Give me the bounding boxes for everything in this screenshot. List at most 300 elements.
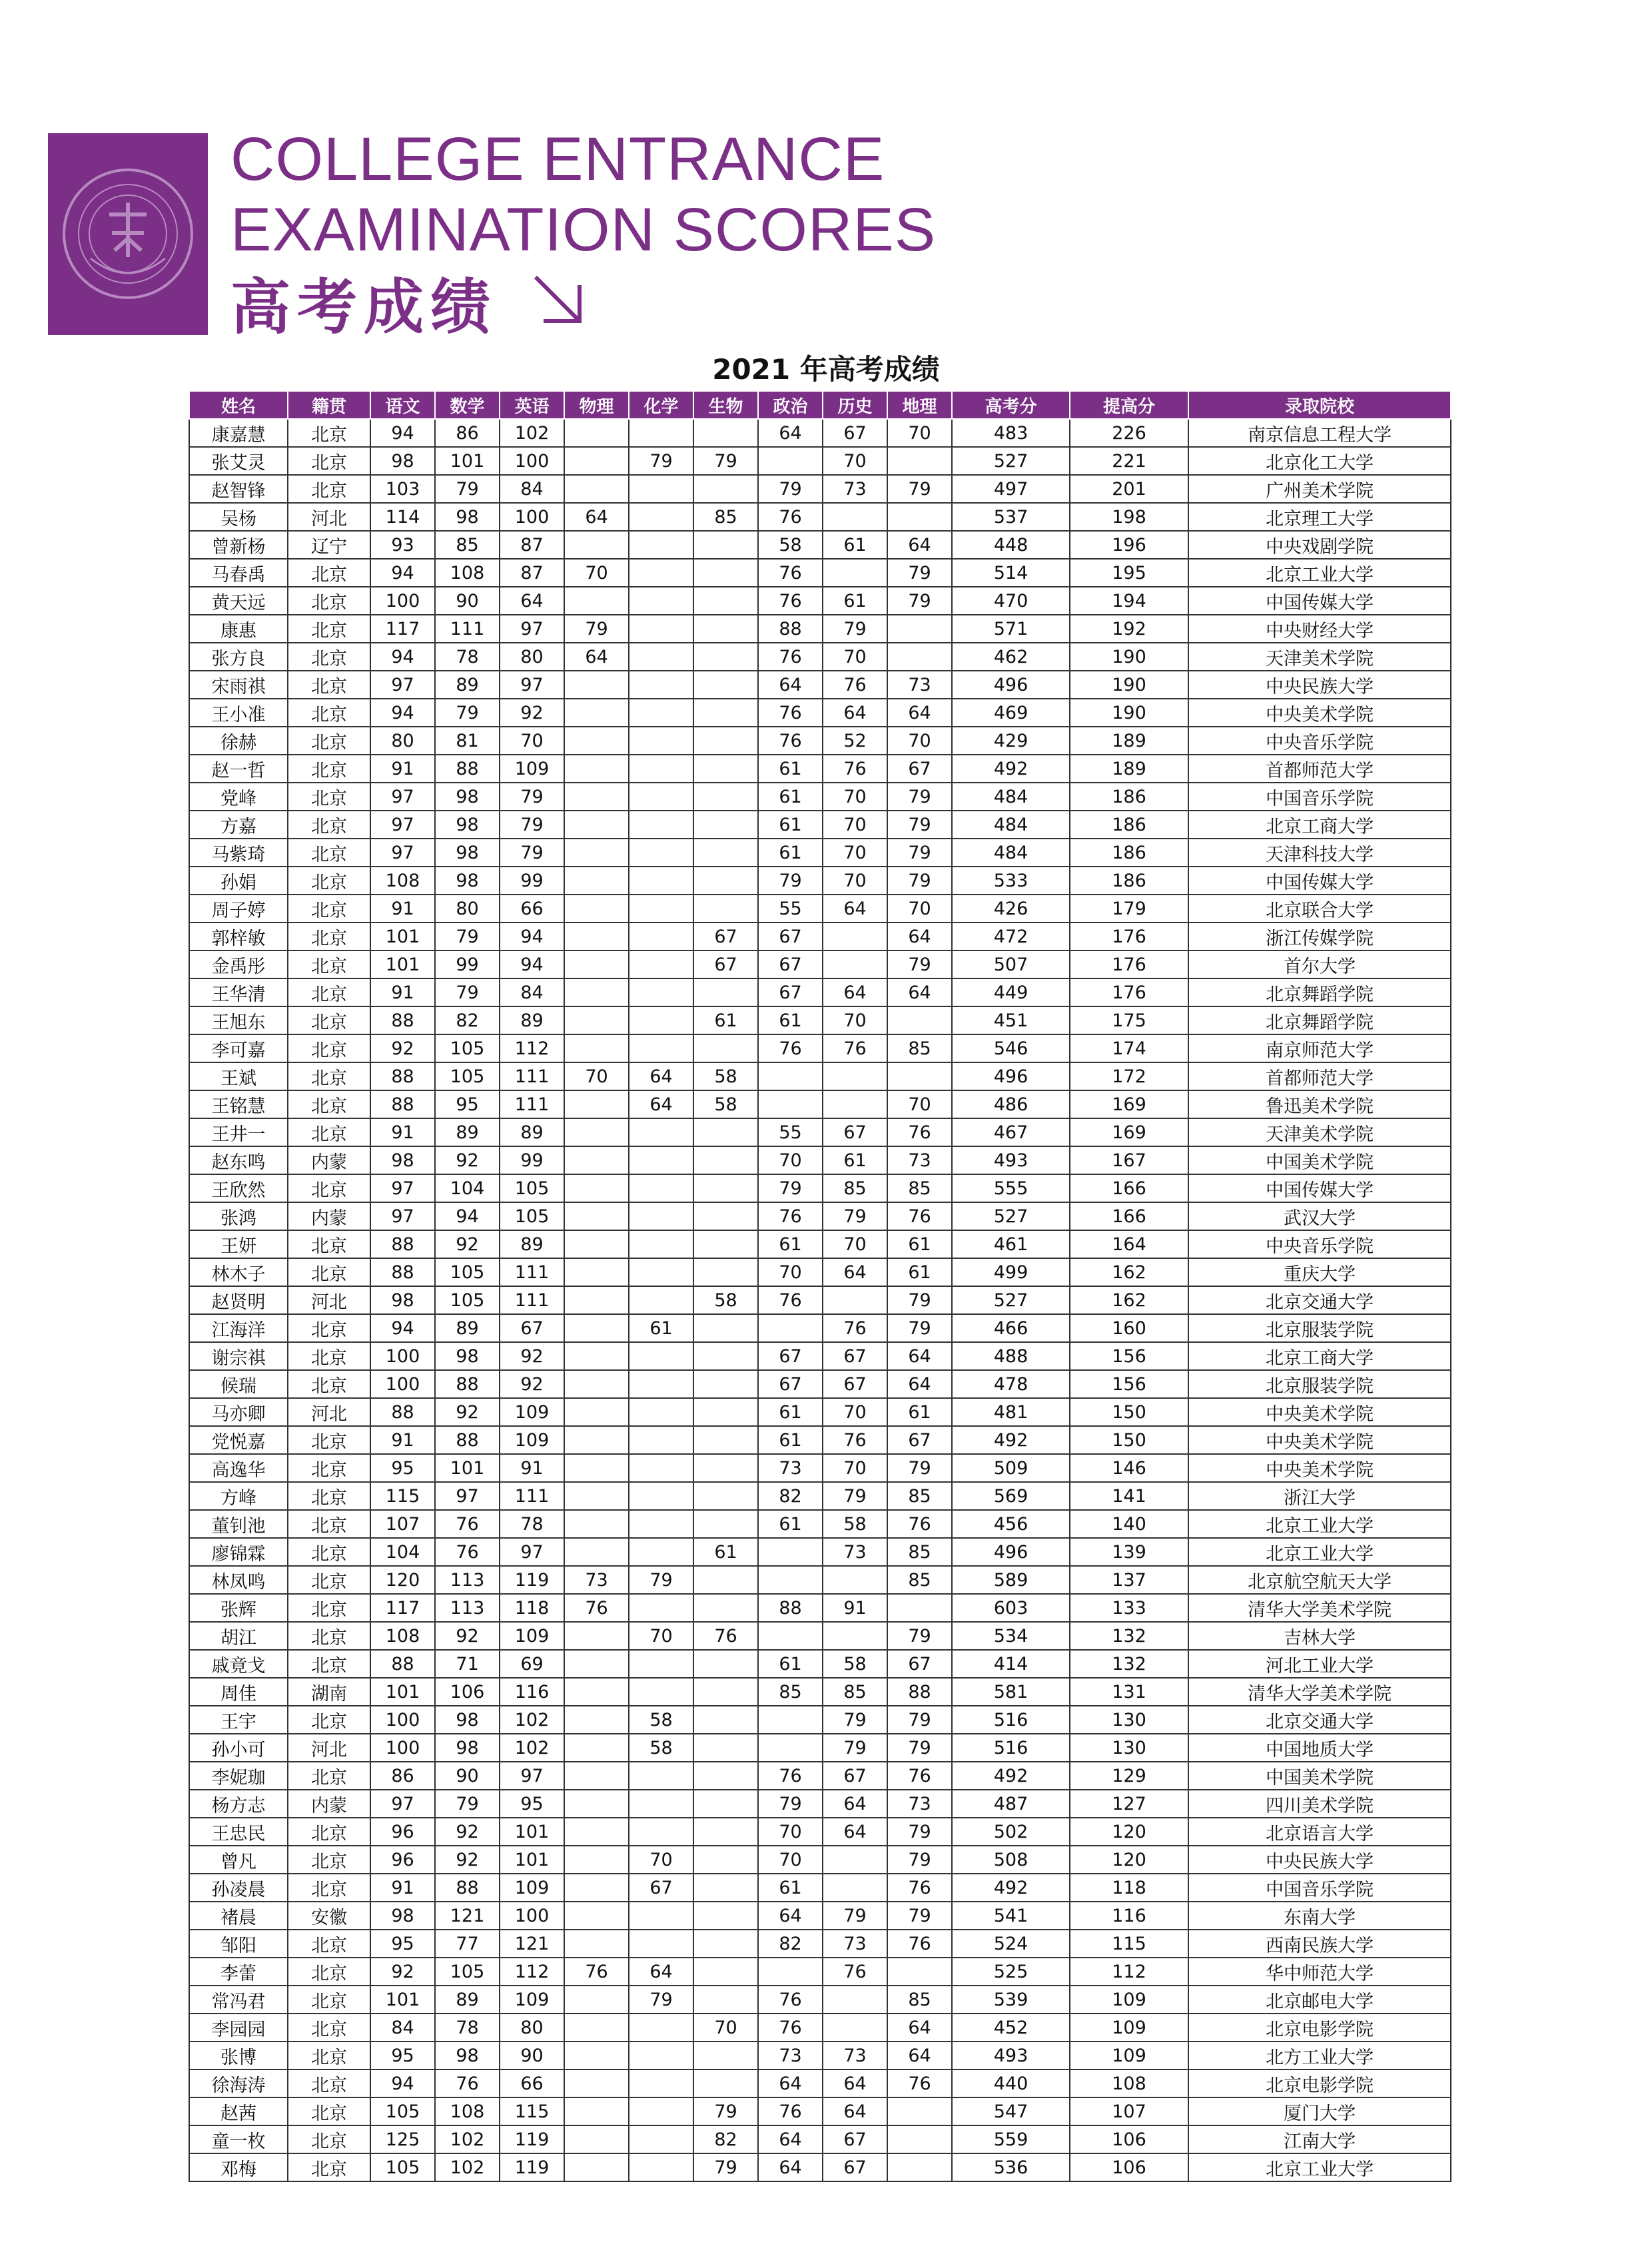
table-cell [629,1790,693,1818]
table-cell: 167 [1070,1146,1188,1174]
table-cell [564,1426,629,1454]
table-cell: 94 [500,923,564,950]
table-cell [629,1258,693,1286]
table-cell: 89 [500,1230,564,1258]
table-cell: 北京交通大学 [1188,1286,1451,1314]
table-cell [693,978,758,1006]
table-cell: 100 [370,1734,435,1762]
table-cell: 鲁迅美术学院 [1188,1090,1451,1118]
table-cell [693,1202,758,1230]
table-cell: 87 [500,531,564,559]
table-cell: 88 [435,1874,500,1902]
table-cell: 北京舞蹈学院 [1188,1006,1451,1034]
table-cell: 北京 [288,1538,370,1566]
table-cell: 86 [435,419,500,447]
table-cell: 603 [952,1594,1070,1622]
table-cell [564,839,629,867]
table-row [189,531,1451,559]
table-cell: 176 [1070,950,1188,978]
table-cell [564,1846,629,1874]
table-cell: 105 [370,2097,435,2125]
table-cell: 61 [823,531,887,559]
table-cell: 119 [500,1566,564,1594]
table-cell: 174 [1070,1034,1188,1062]
table-cell: 89 [500,1006,564,1034]
table-row [189,1062,1451,1090]
table-cell [564,1986,629,2014]
table-cell: 76 [887,1762,952,1790]
table-cell: 481 [952,1398,1070,1426]
table-cell: 吴杨 [189,503,288,531]
table-cell: 褚晨 [189,1902,288,1930]
table-row [189,923,1451,950]
table-cell: 92 [370,1958,435,1986]
table-cell [564,923,629,950]
table-cell: 方峰 [189,1482,288,1510]
table-cell: 中央美术学院 [1188,1454,1451,1482]
table-row [189,1286,1451,1314]
table-cell: 76 [758,1762,823,1790]
table-cell: 98 [435,783,500,811]
table-row [189,2042,1451,2069]
table-cell: 525 [952,1958,1070,1986]
table-cell: 79 [887,587,952,615]
table-cell: 99 [500,867,564,895]
table-cell: 赵智锋 [189,475,288,503]
table-cell: 64 [823,1258,887,1286]
table-cell: 赵一哲 [189,755,288,783]
table-cell: 70 [629,1846,693,1874]
table-cell: 129 [1070,1762,1188,1790]
table-cell: 64 [758,2125,823,2153]
table-cell [887,2125,952,2153]
table-cell: 91 [370,978,435,1006]
table-cell [693,2042,758,2069]
table-cell: 北京 [288,1426,370,1454]
table-cell [693,1762,758,1790]
table-cell: 101 [370,950,435,978]
table-cell: 82 [435,1006,500,1034]
table-cell: 李妮珈 [189,1762,288,1790]
table-cell: 100 [370,1706,435,1734]
table-cell: 61 [758,1230,823,1258]
table-cell: 曾新杨 [189,531,288,559]
heading-en-line2: EXAMINATION SCORES [230,196,937,264]
table-cell [564,727,629,755]
table-cell: 中央戏剧学院 [1188,531,1451,559]
table-cell: 92 [435,1622,500,1650]
table-cell: 89 [435,671,500,699]
table-cell: 61 [693,1006,758,1034]
table-cell: 64 [629,1062,693,1090]
table-cell: 58 [823,1650,887,1678]
heading-zh: 高考成绩 [230,272,497,342]
table-cell: 61 [758,839,823,867]
table-cell: 166 [1070,1202,1188,1230]
table-cell [693,1258,758,1286]
table-cell: 541 [952,1902,1070,1930]
table-cell: 北京 [288,839,370,867]
table-cell [564,447,629,475]
table-cell: 70 [758,1846,823,1874]
table-cell: 98 [370,447,435,475]
table-cell: 115 [370,1482,435,1510]
table-cell: 58 [758,531,823,559]
table-cell: 67 [758,950,823,978]
table-cell: 64 [823,2069,887,2097]
table-cell [564,1202,629,1230]
table-cell: 王妍 [189,1230,288,1258]
table-cell: 484 [952,811,1070,839]
table-cell: 76 [758,727,823,755]
table-cell: 天津科技大学 [1188,839,1451,867]
table-cell: 86 [370,1762,435,1790]
table-cell: 北京 [288,559,370,587]
table-cell: 79 [823,1902,887,1930]
table-cell: 70 [564,1062,629,1090]
table-cell: 106 [1070,2153,1188,2181]
table-row [189,1174,1451,1202]
table-cell [564,419,629,447]
table-cell: 64 [887,2042,952,2069]
table-row [189,783,1451,811]
table-cell [887,1006,952,1034]
table-cell: 浙江传媒学院 [1188,923,1451,950]
table-cell: 北京 [288,950,370,978]
table-row [189,1006,1451,1034]
table-cell [629,867,693,895]
table-row [189,1118,1451,1146]
table-cell: 李蕾 [189,1958,288,1986]
table-cell: 64 [887,978,952,1006]
table-cell: 116 [1070,1902,1188,1930]
table-cell: 91 [370,1426,435,1454]
table-row [189,1426,1451,1454]
table-cell: 67 [823,419,887,447]
table-cell: 94 [370,643,435,671]
table-cell: 85 [887,1538,952,1566]
table-cell: 91 [370,755,435,783]
table-cell: 64 [823,1790,887,1818]
table-cell: 101 [500,1818,564,1846]
table-cell: 100 [500,447,564,475]
table-cell: 499 [952,1258,1070,1286]
table-cell: 91 [500,1454,564,1482]
table-cell [693,1370,758,1398]
table-cell: 79 [758,475,823,503]
table-cell [693,783,758,811]
table-cell: 97 [370,1790,435,1818]
table-cell: 112 [1070,1958,1188,1986]
table-cell: 王欣然 [189,1174,288,1202]
table-cell: 111 [500,1062,564,1090]
table-cell: 103 [370,475,435,503]
table-cell [564,2125,629,2153]
table-cell [564,895,629,923]
table-cell: 64 [887,2014,952,2042]
table-cell: 67 [823,2125,887,2153]
table-cell: 北京 [288,727,370,755]
table-cell: 79 [887,559,952,587]
table-cell: 160 [1070,1314,1188,1342]
table-cell: 李可嘉 [189,1034,288,1062]
table-cell: 88 [370,1650,435,1678]
table-cell: 73 [887,1790,952,1818]
table-row [189,2069,1451,2097]
table-cell: 北京 [288,699,370,727]
table-cell: 91 [370,1118,435,1146]
table-cell [823,2014,887,2042]
table-cell: 101 [370,1678,435,1706]
table-cell: 507 [952,950,1070,978]
table-cell: 70 [693,2014,758,2042]
table-cell: 北京 [288,1510,370,1538]
table-cell: 98 [435,503,500,531]
table-cell: 76 [435,1510,500,1538]
table-cell [629,1370,693,1398]
table-cell [629,895,693,923]
table-cell: 105 [500,1174,564,1202]
table-cell: 北京 [288,923,370,950]
table-cell: 80 [370,727,435,755]
table-cell: 102 [435,2153,500,2181]
table-cell: 内蒙 [288,1202,370,1230]
table-row [189,1342,1451,1370]
table-cell: 北京 [288,1482,370,1510]
table-cell: 487 [952,1790,1070,1818]
table-cell: 107 [1070,2097,1188,2125]
table-cell: 61 [629,1314,693,1342]
table-cell [693,1734,758,1762]
table-row [189,755,1451,783]
table-cell [629,587,693,615]
table-cell: 79 [823,1734,887,1762]
table-cell [758,1062,823,1090]
table-cell: 76 [823,1314,887,1342]
table-cell: 武汉大学 [1188,1202,1451,1230]
table-cell: 邓梅 [189,2153,288,2181]
column-header: 录取院校 [1188,391,1451,419]
table-row [189,1594,1451,1622]
table-cell: 121 [435,1902,500,1930]
table-cell: 462 [952,643,1070,671]
table-cell [693,531,758,559]
table-cell: 河北 [288,1286,370,1314]
table-cell: 88 [370,1062,435,1090]
table-cell [629,1594,693,1622]
table-cell: 88 [887,1678,952,1706]
column-header: 物理 [564,391,629,419]
table-cell: 党峰 [189,783,288,811]
table-cell: 84 [500,978,564,1006]
table-cell: 80 [435,895,500,923]
table-cell: 76 [564,1594,629,1622]
table-cell: 79 [435,1790,500,1818]
table-cell [887,2097,952,2125]
table-cell: 89 [435,1314,500,1342]
table-cell: 534 [952,1622,1070,1650]
table-cell: 王忠民 [189,1818,288,1846]
table-cell: 76 [564,1958,629,1986]
table-cell [629,1930,693,1958]
table-cell: 483 [952,419,1070,447]
table-cell: 67 [887,1650,952,1678]
table-cell: 97 [370,1174,435,1202]
table-cell [564,1258,629,1286]
table-cell: 61 [758,783,823,811]
table-cell [629,1006,693,1034]
table-cell: 101 [500,1846,564,1874]
table-cell: 76 [693,1622,758,1650]
table-cell: 497 [952,475,1070,503]
table-cell: 186 [1070,783,1188,811]
table-cell: 94 [370,699,435,727]
table-cell: 北京交通大学 [1188,1706,1451,1734]
table-cell [629,2014,693,2042]
table-cell: 524 [952,1930,1070,1958]
table-cell: 北京 [288,1818,370,1846]
table-cell [758,1566,823,1594]
table-row [189,1790,1451,1818]
table-cell: 黄天远 [189,587,288,615]
table-row [189,587,1451,615]
table-cell: 天津美术学院 [1188,1118,1451,1146]
table-cell: 天津美术学院 [1188,643,1451,671]
table-cell [564,1230,629,1258]
table-cell: 北京 [288,1090,370,1118]
table-cell: 547 [952,2097,1070,2125]
table-cell [564,531,629,559]
table-cell: 120 [370,1566,435,1594]
table-cell [564,699,629,727]
table-cell: 北京 [288,811,370,839]
table-cell: 67 [823,2153,887,2181]
table-cell: 张艾灵 [189,447,288,475]
table-cell: 77 [435,1930,500,1958]
table-cell: 79 [693,2097,758,2125]
table-cell: 赵贤明 [189,1286,288,1314]
table-cell: 61 [758,755,823,783]
table-cell [887,1594,952,1622]
table-cell: 79 [887,1734,952,1762]
table-cell: 76 [758,1034,823,1062]
table-cell: 孙凌晨 [189,1874,288,1902]
table-cell: 527 [952,447,1070,475]
table-cell: 党悦嘉 [189,1426,288,1454]
table-row [189,475,1451,503]
table-cell: 北京 [288,1062,370,1090]
table-cell: 北京化工大学 [1188,447,1451,475]
table-cell: 66 [500,2069,564,2097]
table-cell: 88 [435,1370,500,1398]
table-cell: 94 [370,419,435,447]
table-cell: 79 [435,978,500,1006]
table-cell: 533 [952,867,1070,895]
table-cell: 67 [823,1342,887,1370]
table-cell: 98 [435,1342,500,1370]
table-cell: 108 [370,1622,435,1650]
table-cell: 北京 [288,1874,370,1902]
table-row [189,1930,1451,1958]
table-cell: 中央财经大学 [1188,615,1451,643]
table-cell: 79 [500,811,564,839]
table-cell: 88 [370,1398,435,1426]
table-cell [693,839,758,867]
table-cell: 133 [1070,1594,1188,1622]
table-cell [693,1818,758,1846]
table-cell: 85 [758,1678,823,1706]
table-cell: 92 [370,1034,435,1062]
table-cell: 192 [1070,615,1188,643]
table-row [189,727,1451,755]
table-cell [564,755,629,783]
table-cell: 101 [370,923,435,950]
table-cell: 496 [952,1538,1070,1566]
table-cell [758,447,823,475]
table-cell: 76 [887,1118,952,1146]
table-cell: 97 [370,671,435,699]
table-cell [693,671,758,699]
table-cell [629,1398,693,1426]
table-cell: 北京服装学院 [1188,1370,1451,1398]
table-cell: 江海洋 [189,1314,288,1342]
table-cell: 江南大学 [1188,2125,1451,2153]
table-cell: 131 [1070,1678,1188,1706]
table-cell: 73 [887,671,952,699]
table-row [189,559,1451,587]
table-cell [564,1090,629,1118]
table-cell: 98 [435,1706,500,1734]
table-cell: 北京 [288,1454,370,1482]
table-cell: 北京 [288,1986,370,2014]
table-cell: 102 [435,2125,500,2153]
table-row [189,1230,1451,1258]
table-cell [693,1482,758,1510]
table-cell: 96 [370,1846,435,1874]
table-cell: 73 [564,1566,629,1594]
table-cell: 162 [1070,1258,1188,1286]
table-cell: 150 [1070,1426,1188,1454]
table-cell: 北京航空航天大学 [1188,1566,1451,1594]
table-cell: 73 [887,1146,952,1174]
table-cell: 111 [500,1258,564,1286]
table-cell: 102 [500,419,564,447]
table-cell: 486 [952,1090,1070,1118]
table-cell: 70 [887,1090,952,1118]
table-cell [564,1146,629,1174]
table-cell: 469 [952,699,1070,727]
table-cell: 河北 [288,1398,370,1426]
table-cell: 北京 [288,1622,370,1650]
table-cell: 70 [500,727,564,755]
table-cell [693,1510,758,1538]
table-cell: 中国美术学院 [1188,1762,1451,1790]
table-cell: 98 [435,867,500,895]
table-cell [693,1846,758,1874]
table-cell: 64 [887,699,952,727]
table-cell: 109 [500,1398,564,1426]
table-cell [823,923,887,950]
table-cell: 70 [758,1146,823,1174]
table-cell [629,1538,693,1566]
table-cell: 114 [370,503,435,531]
table-cell: 120 [1070,1846,1188,1874]
table-cell: 467 [952,1118,1070,1146]
table-cell: 82 [693,2125,758,2153]
table-cell [629,1286,693,1314]
table-cell: 472 [952,923,1070,950]
table-cell: 76 [887,2069,952,2097]
